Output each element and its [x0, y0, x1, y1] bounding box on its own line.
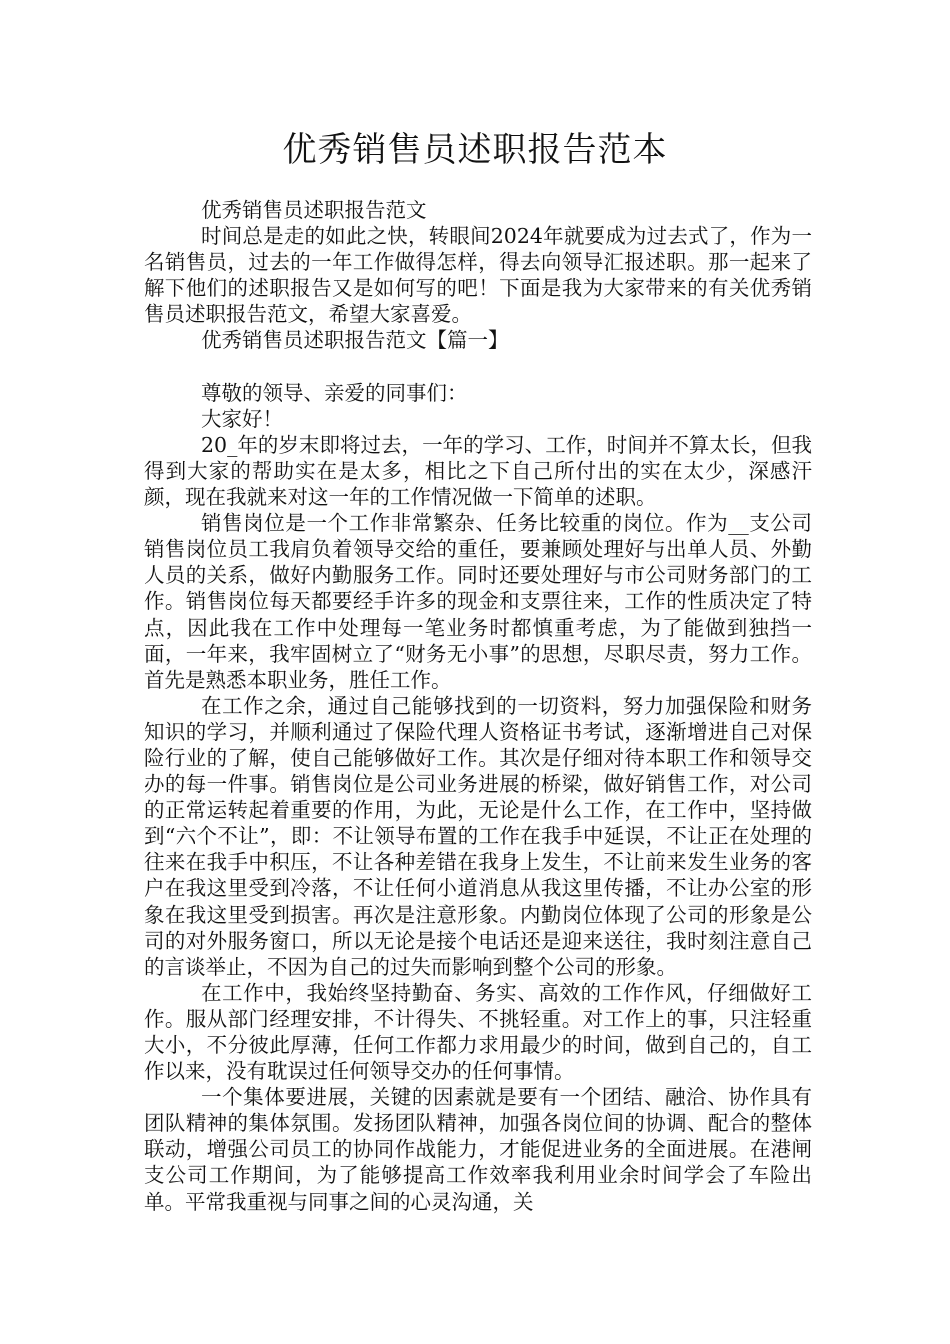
- body-paragraph: 在工作之余，通过自己能够找到的一切资料，努力加强保险和财务知识的学习，并顺利通过了保险代理人资格证书考试，逐渐增进自己对保险行业的了解，使自己能够做好工作。其次是仔细对待本职工作和领导交办的每一件事。销售岗位是公司业务进展的桥梁，做好销售工作，对公司的正常运转起着重要的作用，为此，无论是什么工作，在工作中，坚持做到“六个不让”，即：不让领导布置的工作在我手中延误，不让正在处理的往来在我手中积压，不让各种差错在我身上发生，不让前来发生业务的客户在我这里受到冷落，不让任何小道消息从我这里传播，不让办公室的形象在我这里受到损害。再次是注意形象。内勤岗位体现了公司的形象是公司的对外服务窗口，所以无论是接个电话还是迎来送往，我时刻注意自己的言谈举止，不因为自己的过失而影响到整个公司的形象。: [144, 693, 812, 979]
- body-paragraph: 20_年的岁末即将过去，一年的学习、工作，时间并不算太长，但我得到大家的帮助实在是太多，相比之下自己所付出的实在太少，深感汗颜，现在我就来对这一年的工作情况做一下简单的述职。: [144, 432, 812, 510]
- intro-paragraph: 时间总是走的如此之快，转眼间2024年就要成为过去式了，作为一名销售员，过去的一年工作做得怎样，得去向领导汇报述职。那一起来了解下他们的述职报告又是如何写的吧！下面是我为大家带来的有关优秀销售员述职报告范文，希望大家喜爱。: [144, 224, 812, 327]
- greeting-paragraph: 大家好！: [201, 406, 283, 431]
- body-paragraph: 一个集体要进展，关键的因素就是要有一个团结、融洽、协作具有团队精神的集体氛围。发扬团队精神，加强各岗位间的协调、配合的整体联动，增强公司员工的协同作战能力，才能促进业务的全面进展。在港闸支公司工作期间，为了能够提高工作效率我利用业余时间学会了车险出单。平常我重视与同事之间的心灵沟通，关: [144, 1085, 812, 1214]
- section-heading: 优秀销售员述职报告范文【篇一】: [201, 328, 509, 353]
- body-paragraph: 销售岗位是一个工作非常繁杂、任务比较重的岗位。作为__支公司销售岗位员工我肩负着领导交给的重任，要兼顾处理好与出单人员、外勤人员的关系，做好内勤服务工作。同时还要处理好与市公司财务部门的工作。销售岗位每天都要经手许多的现金和支票往来，工作的性质决定了特点，因此我在工作中处理每一笔业务时都慎重考虑，为了能做到独挡一面，一年来，我牢固树立了“财务无小事”的思想，尽职尽责，努力工作。首先是熟悉本职业务，胜任工作。: [144, 511, 812, 692]
- body-paragraph: 在工作中，我始终坚持勤奋、务实、高效的工作作风，仔细做好工作。服从部门经理安排，不计得失、不挑轻重。对工作上的事，只注轻重大小，不分彼此厚薄，任何工作都力求用最少的时间，做到自己的，自工作以来，没有耽误过任何领导交办的任何事情。: [144, 980, 812, 1084]
- blank-line: [144, 354, 812, 380]
- document-title: 优秀销售员述职报告范本: [282, 130, 668, 170]
- subtitle-paragraph: 优秀销售员述职报告范文: [201, 198, 427, 222]
- salutation-paragraph: 尊敬的领导、亲爱的同事们：: [201, 380, 468, 405]
- document-body: [144, 197, 812, 1215]
